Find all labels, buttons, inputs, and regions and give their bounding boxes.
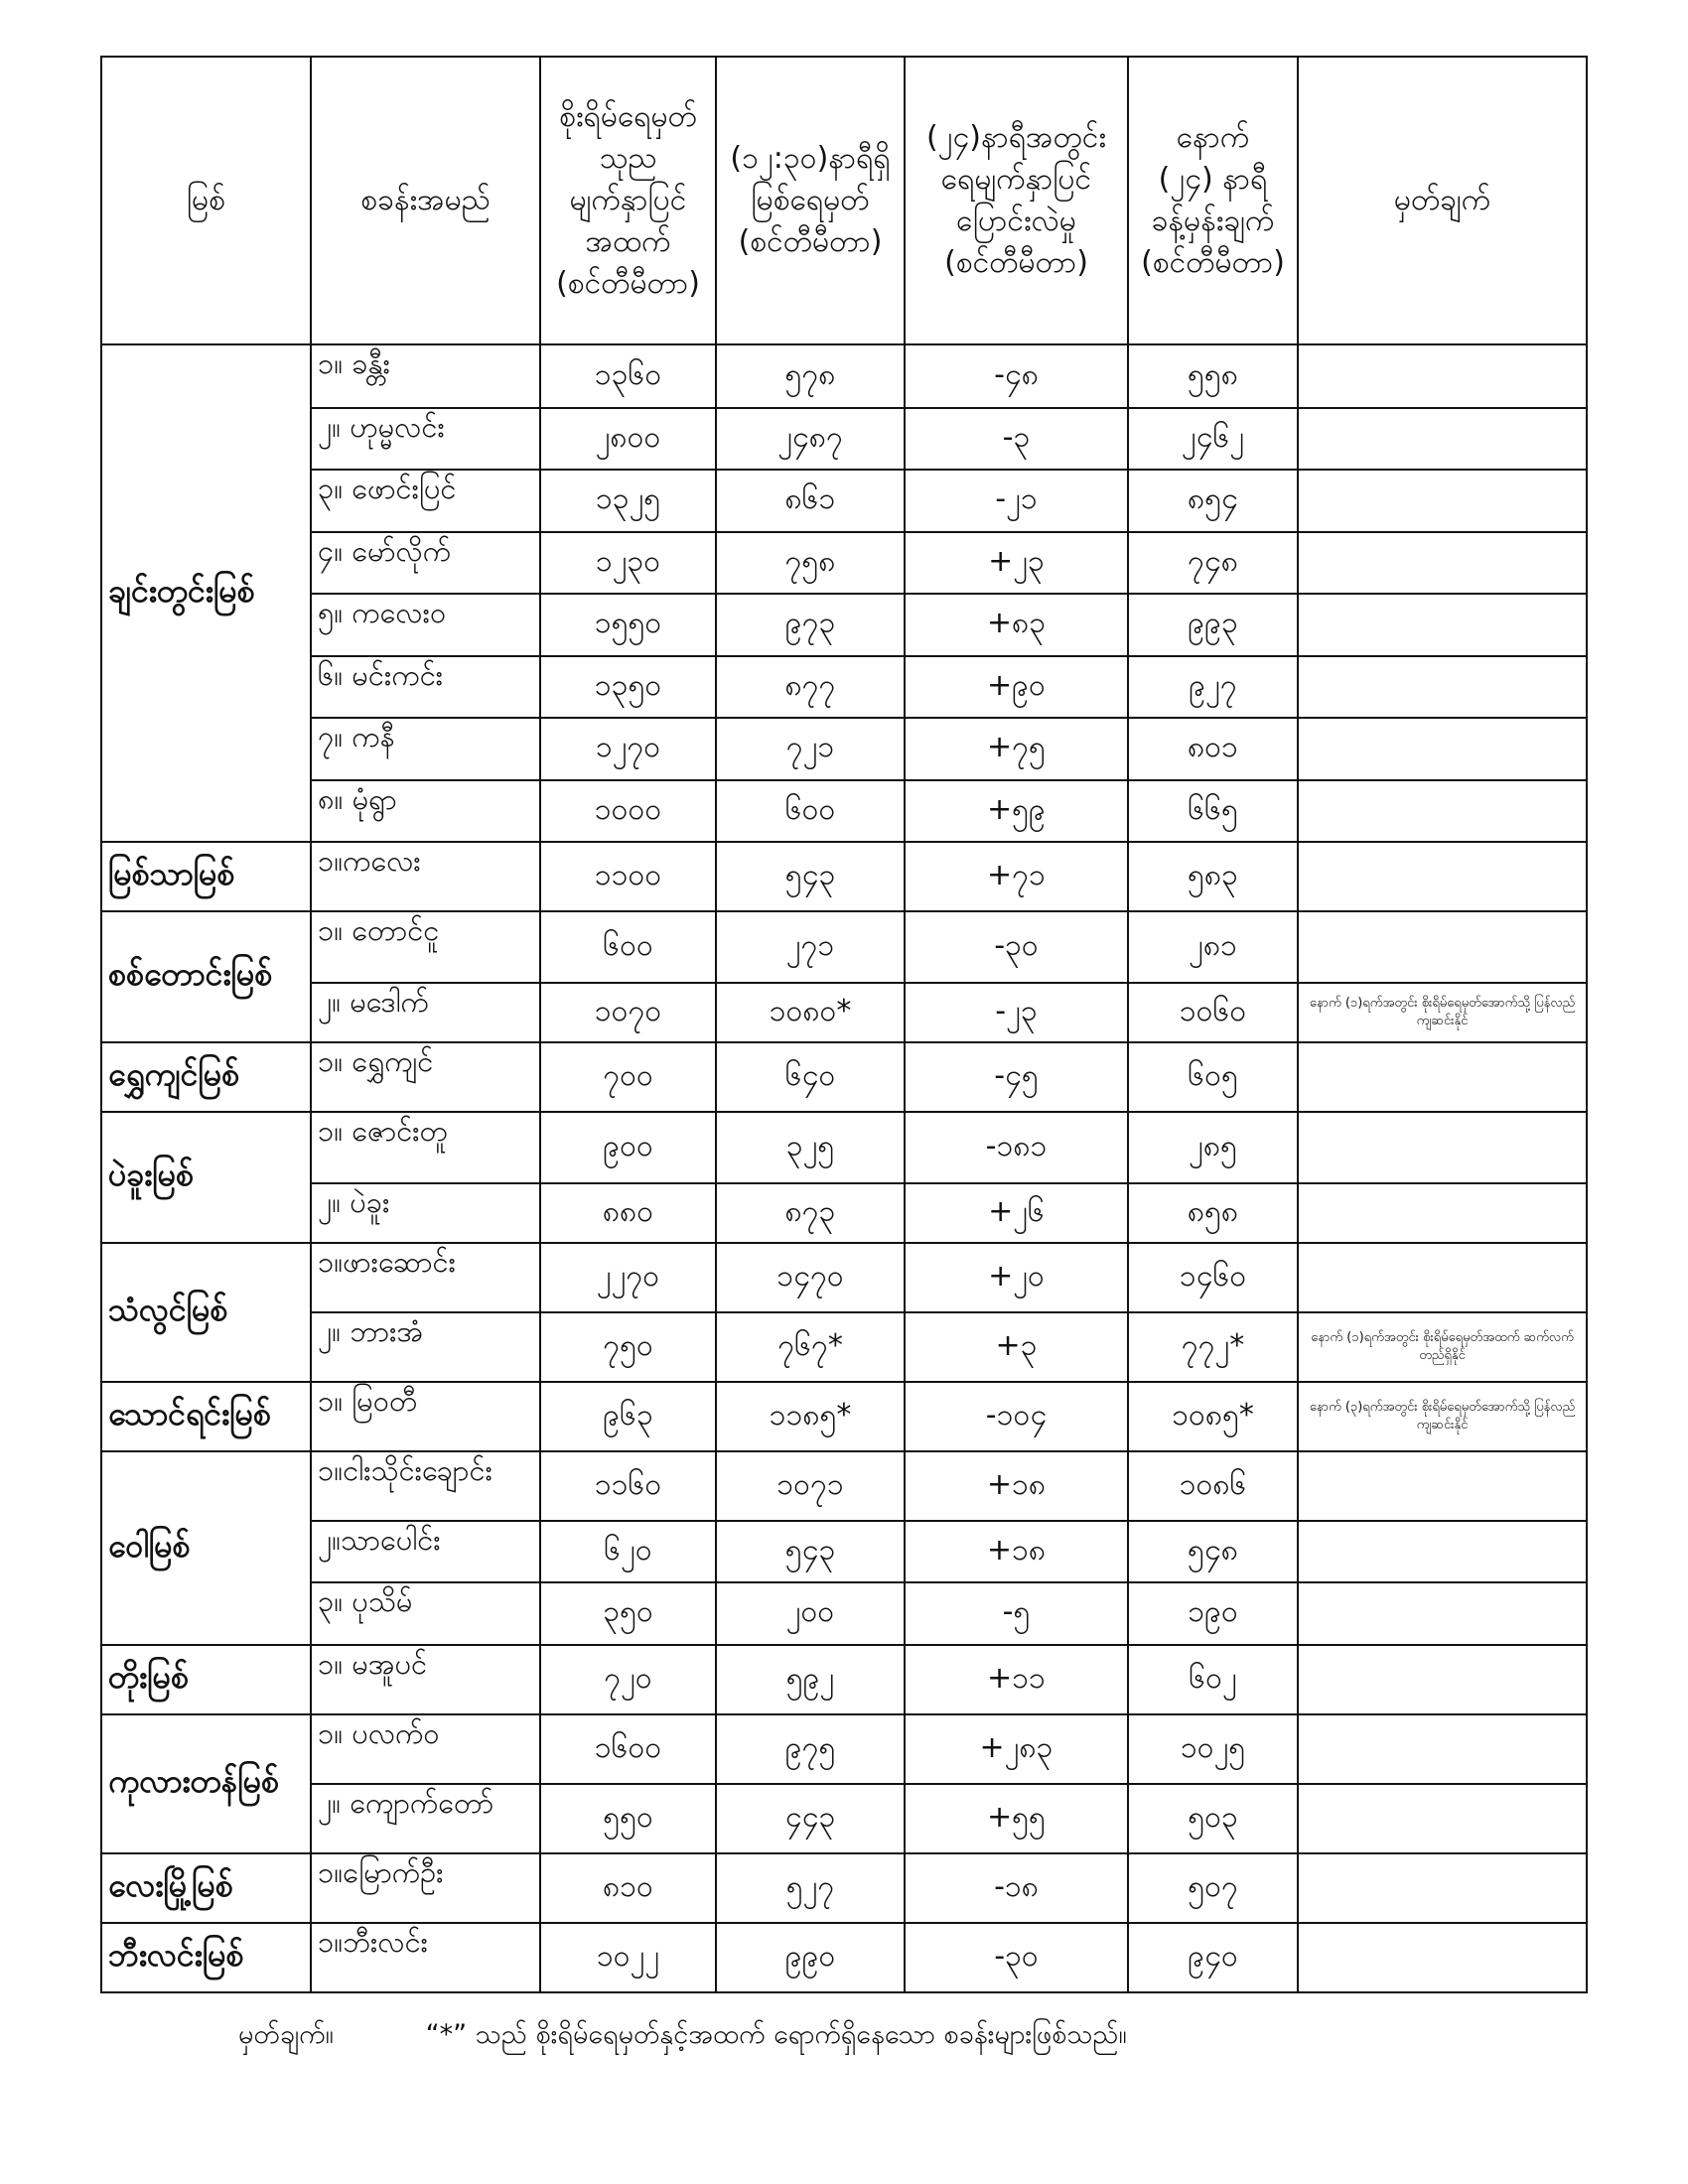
remark-cell (1298, 1243, 1587, 1312)
cell-change-24h: +၈၃ (905, 594, 1128, 656)
header-line: မြစ်ရေမှတ် (751, 183, 870, 217)
cell-current-level: ၉၇၃ (716, 594, 905, 656)
header-river: မြစ် (101, 57, 311, 344)
cell-danger-level: ၁၀၂၂ (540, 1923, 716, 1992)
station-name: ၆။ မင်းကင်း (311, 656, 540, 718)
cell-forecast-24h: ၅၀၇ (1128, 1853, 1298, 1923)
station-name: ၈။ မုံရွာ (311, 780, 540, 842)
cell-forecast-24h: ၅၅၈ (1128, 344, 1298, 408)
cell-current-level: ၅၂၇ (716, 1853, 905, 1923)
cell-current-level: ၁၄၇၀ (716, 1243, 905, 1312)
cell-current-level: ၇၂၁ (716, 718, 905, 780)
cell-current-level: ၁၁၈၅* (716, 1382, 905, 1451)
cell-current-level: ၈၇၃ (716, 1183, 905, 1243)
river-name: မြစ်သာမြစ် (101, 842, 311, 911)
remark-cell (1298, 1714, 1587, 1784)
cell-change-24h: -၂၁ (905, 470, 1128, 532)
header-change-24h (905, 57, 1128, 344)
header-current-level (716, 57, 905, 344)
cell-change-24h: -၃၀ (905, 1923, 1128, 1992)
header-line: ရေမျက်နှာပြင် (940, 162, 1092, 197)
station-name: ၁။ ရွှေကျင် (311, 1042, 540, 1112)
header-line: အထက် (585, 224, 671, 259)
station-name: ၂။ မဒေါက် (311, 983, 540, 1042)
header-line: (၂၄) နာရီ (1158, 162, 1268, 197)
cell-change-24h: +၇၅ (905, 718, 1128, 780)
table-row (101, 1645, 1587, 1714)
station-name: ၁။မြောက်ဦး (311, 1853, 540, 1923)
river-name: ရွှေကျင်မြစ် (101, 1042, 311, 1112)
table-row (101, 718, 1587, 780)
header-line: (စင်တီမီတာ) (1141, 245, 1285, 280)
cell-change-24h: -၁၈၁ (905, 1112, 1128, 1183)
header-line: စိုးရိမ်ရေမှတ် (559, 99, 697, 134)
cell-danger-level: ၁၆၀၀ (540, 1714, 716, 1784)
table-row (101, 1243, 1587, 1312)
cell-change-24h: +၅၉ (905, 780, 1128, 842)
cell-current-level: ၈၆၁ (716, 470, 905, 532)
station-name: ၁။ တောင်ငူ (311, 911, 540, 983)
table-row (101, 470, 1587, 532)
remark-cell (1298, 656, 1587, 718)
cell-forecast-24h: ၉၄၀ (1128, 1923, 1298, 1992)
remark-cell (1298, 470, 1587, 532)
river-name: သံလွင်မြစ် (101, 1243, 311, 1382)
cell-danger-level: ၁၁၀၀ (540, 842, 716, 911)
cell-current-level: ၉၇၅ (716, 1714, 905, 1784)
cell-forecast-24h: ၅၀၃ (1128, 1784, 1298, 1853)
cell-forecast-24h: ၆၀၂ (1128, 1645, 1298, 1714)
river-name: ပဲခူးမြစ် (101, 1112, 311, 1243)
table-body (101, 344, 1587, 1992)
table-row (101, 780, 1587, 842)
cell-change-24h: -၄၅ (905, 1042, 1128, 1112)
cell-current-level: ၇၅၈ (716, 532, 905, 594)
cell-forecast-24h: ၅၈၃ (1128, 842, 1298, 911)
table-row (101, 1382, 1587, 1451)
cell-forecast-24h: ၉၂၇ (1128, 656, 1298, 718)
station-name: ၁။ကလေး (311, 842, 540, 911)
remark-cell (1298, 408, 1587, 470)
table-row (101, 408, 1587, 470)
river-name: ချင်းတွင်းမြစ် (101, 344, 311, 842)
station-name: ၂။ ဘားအံ (311, 1312, 540, 1382)
cell-change-24h: +၂၀ (905, 1243, 1128, 1312)
cell-change-24h: -၅ (905, 1582, 1128, 1645)
cell-danger-level: ၂၈၀၀ (540, 408, 716, 470)
cell-change-24h: -၂၃ (905, 983, 1128, 1042)
header-danger-level (540, 57, 716, 344)
cell-danger-level: ၈၁၀ (540, 1853, 716, 1923)
cell-current-level: ၂၄၈၇ (716, 408, 905, 470)
cell-current-level: ၅၄၃ (716, 842, 905, 911)
cell-current-level: ၅၄၃ (716, 1521, 905, 1582)
cell-danger-level: ၉၀၀ (540, 1112, 716, 1183)
cell-danger-level: ၃၅၀ (540, 1582, 716, 1645)
table-row (101, 1923, 1587, 1992)
station-name: ၁။ ခန္တီး (311, 344, 540, 408)
cell-current-level: ၆၄၀ (716, 1042, 905, 1112)
cell-change-24h: -၁၈ (905, 1853, 1128, 1923)
cell-current-level: ၇၆၇* (716, 1312, 905, 1382)
cell-forecast-24h: ၆၀၅ (1128, 1042, 1298, 1112)
footnote-label: မှတ်ချက်။ (238, 2019, 334, 2050)
cell-current-level: ၉၉၀ (716, 1923, 905, 1992)
station-name: ၂။ ကျောက်တော် (311, 1784, 540, 1853)
remark-cell (1298, 1183, 1587, 1243)
table-row (101, 911, 1587, 983)
cell-forecast-24h: ၁၀၈၅* (1128, 1382, 1298, 1451)
remark-cell (1298, 780, 1587, 842)
station-name: ၃။ ဖောင်းပြင် (311, 470, 540, 532)
cell-change-24h: +၂၈၃ (905, 1714, 1128, 1784)
station-name: ၂။ ဟုမ္မလင်း (311, 408, 540, 470)
remark-cell: နောက် (၁)ရက်အတွင်း စိုးရိမ်ရေမှတ်အောက်သို့ ပြန်လည်ကျဆင်းနိုင် (1298, 983, 1587, 1042)
cell-danger-level: ၈၈၀ (540, 1183, 716, 1243)
header-line: ခန့်မှန်းချက် (1151, 204, 1275, 238)
remark-cell (1298, 1112, 1587, 1183)
remark-cell (1298, 1645, 1587, 1714)
cell-change-24h: +၂၆ (905, 1183, 1128, 1243)
cell-danger-level: ၁၀၇၀ (540, 983, 716, 1042)
cell-danger-level: ၁၃၂၅ (540, 470, 716, 532)
station-name: ၁။ မအူပင် (311, 1645, 540, 1714)
cell-change-24h: +၅၅ (905, 1784, 1128, 1853)
table-row (101, 983, 1587, 1042)
cell-change-24h: +၁၁ (905, 1645, 1128, 1714)
remark-cell (1298, 1923, 1587, 1992)
cell-change-24h: +၁၈ (905, 1451, 1128, 1521)
cell-forecast-24h: ၇၄၈ (1128, 532, 1298, 594)
header-line: သုည (599, 141, 657, 176)
header-line: မျက်နှာပြင် (569, 183, 687, 217)
cell-danger-level: ၁၀၀၀ (540, 780, 716, 842)
station-name: ၅။ ကလေးဝ (311, 594, 540, 656)
table-row (101, 1582, 1587, 1645)
station-name: ၄။ မော်လိုက် (311, 532, 540, 594)
river-name: လေးမြို့မြစ် (101, 1853, 311, 1923)
cell-forecast-24h: ၁၄၆၀ (1128, 1243, 1298, 1312)
cell-forecast-24h: ၈၅၄ (1128, 470, 1298, 532)
cell-current-level: ၂၇၁ (716, 911, 905, 983)
table-row (101, 1112, 1587, 1183)
cell-current-level: ၄၄၃ (716, 1784, 905, 1853)
river-name: တိုးမြစ် (101, 1645, 311, 1714)
river-name: စစ်တောင်းမြစ် (101, 911, 311, 1042)
remark-cell: နောက် (၃)ရက်အတွင်း စိုးရိမ်ရေမှတ်အောက်သို့ ပြန်လည်ကျဆင်းနိုင် (1298, 1382, 1587, 1451)
river-name: သောင်ရင်းမြစ် (101, 1382, 311, 1451)
river-level-table (100, 56, 1588, 1993)
header-forecast-24h (1128, 57, 1298, 344)
cell-change-24h: -၃၀ (905, 911, 1128, 983)
cell-current-level: ၁၀၇၁ (716, 1451, 905, 1521)
river-name: ဝေါမြစ် (101, 1451, 311, 1645)
footnote (238, 2017, 1127, 2057)
station-name: ၁။ငါးသိုင်းချောင်း (311, 1451, 540, 1521)
table-row (101, 1183, 1587, 1243)
cell-danger-level: ၁၃၆၀ (540, 344, 716, 408)
cell-change-24h: +၉၀ (905, 656, 1128, 718)
remark-cell (1298, 1582, 1587, 1645)
cell-forecast-24h: ၁၀၂၅ (1128, 1714, 1298, 1784)
cell-current-level: ၁၀၈၀* (716, 983, 905, 1042)
station-name: ၇။ ကနီ (311, 718, 540, 780)
cell-forecast-24h: ၂၈၁ (1128, 911, 1298, 983)
remark-cell (1298, 1521, 1587, 1582)
header-remarks: မှတ်ချက် (1298, 57, 1587, 344)
header-line: (၂၄)နာရီအတွင်း (925, 120, 1107, 155)
cell-forecast-24h: ၂၈၅ (1128, 1112, 1298, 1183)
cell-current-level: ၃၂၅ (716, 1112, 905, 1183)
cell-forecast-24h: ၉၉၃ (1128, 594, 1298, 656)
cell-current-level: ၈၇၇ (716, 656, 905, 718)
table-row (101, 1312, 1587, 1382)
cell-danger-level: ၆၂၀ (540, 1521, 716, 1582)
cell-danger-level: ၁၁၆၀ (540, 1451, 716, 1521)
table-row (101, 532, 1587, 594)
footnote-text: “*” သည် စိုးရိမ်ရေမှတ်နှင့်အထက် ရောက်ရှိနေသော စခန်းများဖြစ်သည်။ (425, 2019, 1127, 2050)
cell-change-24h: +၃ (905, 1312, 1128, 1382)
table-row (101, 1784, 1587, 1853)
river-name: ဘီးလင်းမြစ် (101, 1923, 311, 1992)
cell-danger-level: ၇၅၀ (540, 1312, 716, 1382)
river-name: ကုလားတန်မြစ် (101, 1714, 311, 1853)
station-name: ၁။ ပလက်ဝ (311, 1714, 540, 1784)
table-row (101, 1853, 1587, 1923)
cell-forecast-24h: ၁၀၆၀ (1128, 983, 1298, 1042)
station-name: ၁။ ဇောင်းတူ (311, 1112, 540, 1183)
remark-cell (1298, 1451, 1587, 1521)
remark-cell (1298, 1853, 1587, 1923)
cell-current-level: ၆၀၀ (716, 780, 905, 842)
remark-cell (1298, 1784, 1587, 1853)
cell-forecast-24h: ၅၄၈ (1128, 1521, 1298, 1582)
cell-danger-level: ၆၀၀ (540, 911, 716, 983)
cell-current-level: ၅၇၈ (716, 344, 905, 408)
cell-danger-level: ၁၂၇၀ (540, 718, 716, 780)
cell-danger-level: ၁၅၅၀ (540, 594, 716, 656)
cell-danger-level: ၅၅၀ (540, 1784, 716, 1853)
table-header-row (101, 57, 1587, 344)
station-name: ၁။ဖားဆောင်း (311, 1243, 540, 1312)
cell-change-24h: +၂၃ (905, 532, 1128, 594)
cell-danger-level: ၂၂၇၀ (540, 1243, 716, 1312)
remark-cell (1298, 532, 1587, 594)
table-row (101, 842, 1587, 911)
cell-danger-level: ၁၂၃၀ (540, 532, 716, 594)
table-row (101, 1451, 1587, 1521)
remark-cell (1298, 1042, 1587, 1112)
cell-forecast-24h: ၁၉၀ (1128, 1582, 1298, 1645)
cell-change-24h: -၄၈ (905, 344, 1128, 408)
cell-change-24h: -၃ (905, 408, 1128, 470)
cell-change-24h: +၇၁ (905, 842, 1128, 911)
header-line: (စင်တီမီတာ) (556, 266, 700, 301)
table-row (101, 594, 1587, 656)
remark-cell (1298, 842, 1587, 911)
station-name: ၁။ဘီးလင်း (311, 1923, 540, 1992)
remark-cell (1298, 911, 1587, 983)
cell-forecast-24h: ၇၇၂* (1128, 1312, 1298, 1382)
header-line: (စင်တီမီတာ) (738, 224, 883, 259)
cell-danger-level: ၁၃၅၀ (540, 656, 716, 718)
remark-cell (1298, 344, 1587, 408)
station-name: ၃။ ပုသိမ် (311, 1582, 540, 1645)
cell-danger-level: ၇၀၀ (540, 1042, 716, 1112)
cell-current-level: ၂၀၀ (716, 1582, 905, 1645)
remark-cell: နောက် (၁)ရက်အတွင်း စိုးရိမ်ရေမှတ်အထက် ဆက်လက်တည်ရှိနိုင် (1298, 1312, 1587, 1382)
remark-cell (1298, 594, 1587, 656)
cell-change-24h: +၁၈ (905, 1521, 1128, 1582)
cell-danger-level: ၉၆၃ (540, 1382, 716, 1451)
header-line: နောက် (1176, 120, 1250, 155)
table-row (101, 1042, 1587, 1112)
header-line: ပြောင်းလဲမှု (956, 204, 1076, 238)
station-name: ၂။သာပေါင်း (311, 1521, 540, 1582)
remark-cell (1298, 718, 1587, 780)
cell-danger-level: ၇၂၀ (540, 1645, 716, 1714)
cell-current-level: ၅၉၂ (716, 1645, 905, 1714)
table-row (101, 1521, 1587, 1582)
header-line: (၁၂:၃၀)နာရီရှိ (730, 141, 891, 176)
cell-forecast-24h: ၁၀၈၆ (1128, 1451, 1298, 1521)
cell-forecast-24h: ၂၄၆၂ (1128, 408, 1298, 470)
cell-change-24h: -၁၀၄ (905, 1382, 1128, 1451)
cell-forecast-24h: ၈၀၁ (1128, 718, 1298, 780)
header-station: စခန်းအမည် (311, 57, 540, 344)
cell-forecast-24h: ၆၆၅ (1128, 780, 1298, 842)
table-row (101, 344, 1587, 408)
header-line: (စင်တီမီတာ) (944, 245, 1088, 280)
table-row (101, 1714, 1587, 1784)
table-row (101, 656, 1587, 718)
cell-forecast-24h: ၈၅၈ (1128, 1183, 1298, 1243)
station-name: ၂။ ပဲခူး (311, 1183, 540, 1243)
station-name: ၁။ မြဝတီ (311, 1382, 540, 1451)
